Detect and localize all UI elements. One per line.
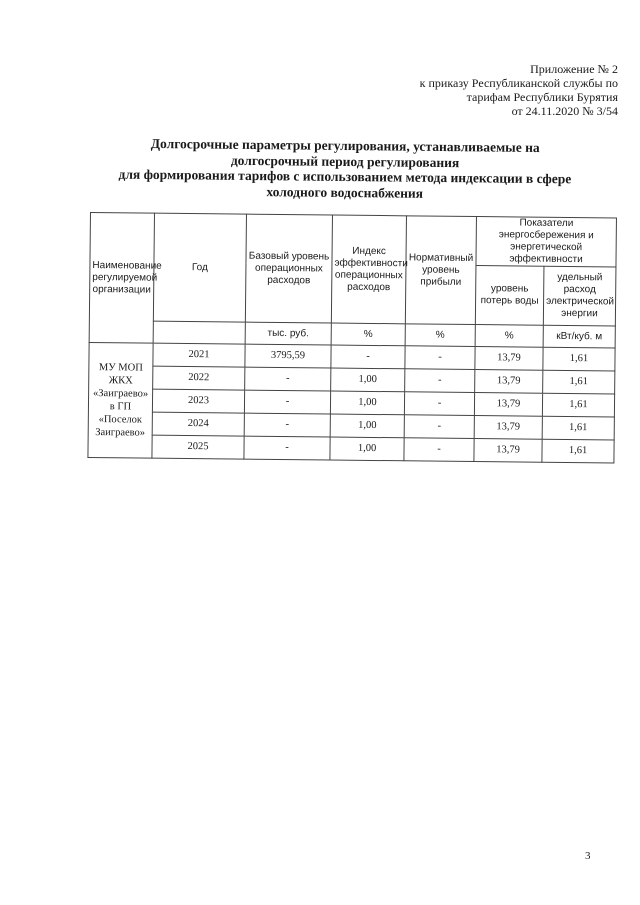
index-cell: -: [331, 345, 405, 369]
base-cell: -: [244, 413, 330, 437]
unit-specific: кВт/куб. м: [543, 325, 615, 348]
specific-cell: 1,61: [543, 370, 615, 394]
year-cell: 2021: [153, 343, 245, 367]
header-specific: удельный расход электрической энергии: [543, 266, 616, 326]
unit-index: %: [331, 323, 405, 346]
specific-cell: 1,61: [542, 393, 614, 417]
loss-cell: 13,79: [475, 370, 543, 394]
index-cell: 1,00: [330, 437, 404, 461]
title-line-3: для формирования тарифов с использованием метода индексации в сфере: [118, 166, 572, 187]
loss-cell: 13,79: [474, 416, 542, 440]
base-cell: -: [244, 436, 330, 460]
profit-cell: -: [404, 415, 474, 439]
title-line-2: долгосрочный период регулирования: [230, 152, 460, 170]
parameters-table: [87, 212, 617, 464]
document-title: [90, 135, 601, 202]
parameters-table-wrapper: [87, 212, 616, 463]
loss-cell: 13,79: [474, 393, 542, 417]
appendix-line-3: тарифам Республики Бурятия: [466, 90, 618, 104]
profit-cell: -: [405, 369, 475, 393]
profit-cell: -: [405, 346, 475, 370]
profit-cell: -: [404, 392, 474, 416]
loss-cell: 13,79: [474, 439, 542, 463]
appendix-line-4: от 24.11.2020 № 3/54: [511, 104, 618, 118]
appendix-line-2: к приказу Республиканской службы по: [419, 76, 618, 90]
specific-cell: 1,61: [542, 439, 614, 463]
header-year: Год: [153, 213, 246, 322]
unit-loss: %: [475, 325, 543, 348]
page-number: 3: [585, 850, 591, 862]
index-cell: 1,00: [330, 391, 404, 415]
base-cell: -: [244, 390, 330, 414]
title-line-1: Долгосрочные параметры регулирования, устанавливаемые на: [150, 135, 540, 156]
header-index: Индекс эффективности операционных расходов: [331, 215, 406, 324]
unit-profit: %: [405, 324, 475, 347]
header-row-1: [90, 213, 616, 268]
header-energy-group: Показатели энергосбережения и энергетической эффективности: [476, 217, 617, 267]
base-cell: 3795,59: [245, 344, 331, 368]
unit-base: тыс. руб.: [245, 322, 331, 345]
index-cell: 1,00: [331, 368, 405, 392]
appendix-line-1: Приложение № 2: [530, 62, 618, 76]
base-cell: -: [245, 367, 331, 391]
title-line-4: холодного водоснабжения: [266, 183, 424, 201]
year-cell: 2024: [152, 412, 244, 436]
org-name-cell: МУ МОП ЖКХ «Заиграево» в ГП «Поселок Заиграево»: [88, 342, 153, 458]
specific-cell: 1,61: [543, 347, 615, 371]
loss-cell: 13,79: [475, 347, 543, 371]
header-base: Базовый уровень операционных расходов: [245, 214, 332, 323]
appendix-note: [360, 62, 618, 118]
year-cell: 2023: [152, 389, 244, 413]
year-cell: 2025: [152, 435, 244, 459]
table-row: [88, 434, 614, 463]
unit-year-empty: [153, 321, 245, 344]
index-cell: 1,00: [330, 414, 404, 438]
profit-cell: -: [404, 438, 474, 462]
specific-cell: 1,61: [542, 416, 614, 440]
year-cell: 2022: [153, 366, 245, 390]
header-org: Наименование регулируемой организации: [89, 213, 154, 344]
header-loss: уровень потерь воды: [475, 266, 544, 326]
header-profit: Нормативный уровень прибыли: [405, 216, 476, 325]
